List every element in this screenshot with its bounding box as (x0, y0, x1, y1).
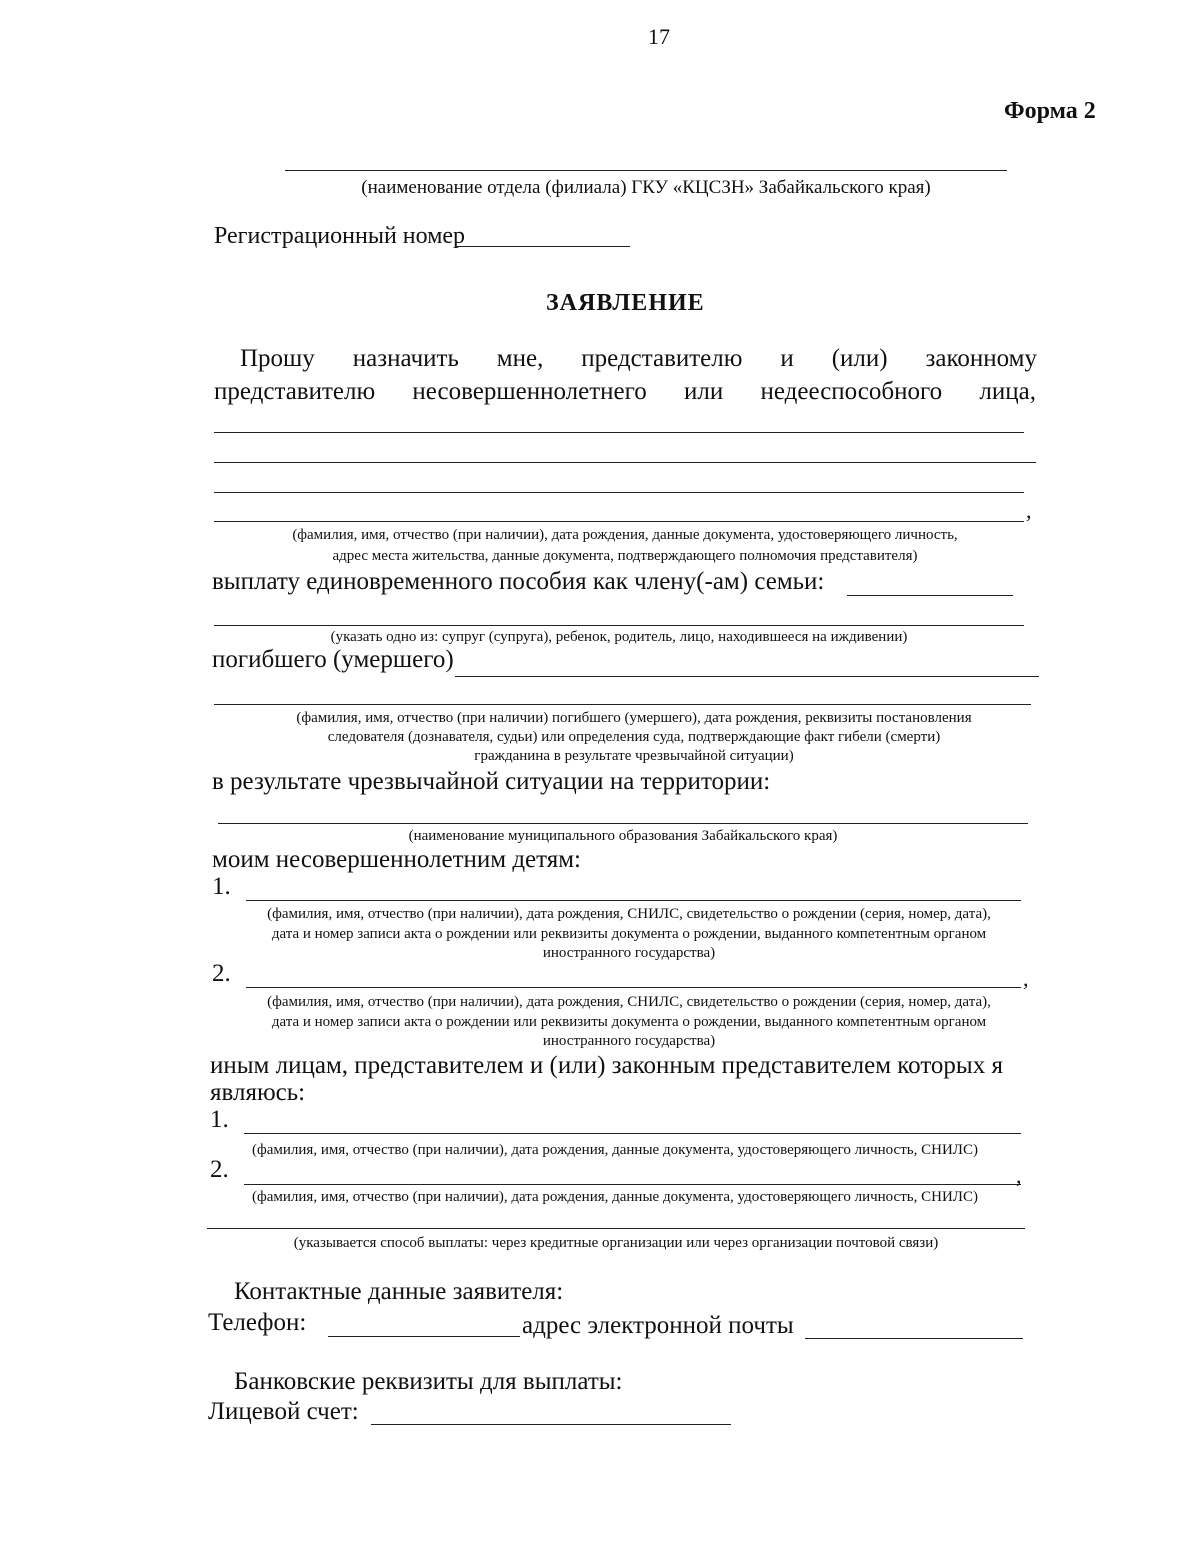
other-1-caption: (фамилия, имя, отчество (при наличии), дата рождения, данные документа, удостоверяющего личность, СНИЛС) (252, 1142, 978, 1158)
others-label-2: являюсь: (210, 1079, 306, 1106)
word: или (684, 378, 724, 405)
email-label: адрес электронной почты (522, 1312, 794, 1339)
word: законному (925, 345, 1037, 372)
request-line-1 (240, 345, 1037, 373)
form-label: Форма 2 (1004, 98, 1096, 124)
deceased-field[interactable] (214, 704, 1031, 705)
applicant-caption-1: (фамилия, имя, отчество (при наличии), дата рождения, данные документа, удостоверяющего личность, (292, 527, 958, 543)
word: несовершеннолетнего (412, 378, 647, 405)
other-2-caption: (фамилия, имя, отчество (при наличии), дата рождения, данные документа, удостоверяющего личность, СНИЛС) (252, 1189, 978, 1205)
account-label: Лицевой счет: (208, 1398, 359, 1425)
applicant-field-1[interactable] (214, 432, 1024, 433)
deceased-field-inline[interactable] (455, 676, 1039, 677)
child-1-number: 1. (212, 873, 231, 900)
child-1-caption-2: дата и номер записи акта о рождении или реквизиты документа о рождении, выданного компетентным органом (271, 926, 987, 942)
word: лица, (979, 378, 1036, 405)
comma: , (1016, 1163, 1022, 1188)
relation-field[interactable] (214, 625, 1024, 626)
other-1-field[interactable] (244, 1133, 1021, 1134)
payment-label: выплату единовременного пособия как члену(-ам) семьи: (212, 568, 825, 595)
request-line-2 (214, 378, 1036, 406)
applicant-caption-2: адрес места жительства, данные документа, подтверждающего полномочия представителя) (332, 548, 918, 564)
children-label: моим несовершеннолетним детям: (212, 846, 581, 873)
page-number: 17 (648, 24, 670, 49)
word: Прошу (240, 345, 315, 372)
other-2-field[interactable] (244, 1184, 1021, 1185)
payment-method-field[interactable] (207, 1228, 1025, 1229)
word: мне, (496, 345, 544, 372)
word: недееспособного (760, 378, 943, 405)
contacts-label: Контактные данные заявителя: (234, 1278, 564, 1305)
deceased-label: погибшего (умершего) (212, 646, 454, 673)
reg-label: Регистрационный номер (214, 223, 466, 249)
comma: , (1026, 498, 1032, 523)
deceased-caption-2: следователя (дознавателя, судьи) или определения суда, подтверждающие факт гибели (смерти) (327, 729, 941, 745)
child-1-caption-1: (фамилия, имя, отчество (при наличии), дата рождения, СНИЛС, свидетельство о рождении (серия, номер, дата), (267, 906, 991, 922)
department-field[interactable] (285, 170, 1007, 171)
department-caption: (наименование отдела (филиала) ГКУ «КЦСЗН» Забайкальского края) (361, 177, 931, 198)
reg-number-field[interactable] (455, 246, 630, 247)
child-1-field[interactable] (246, 900, 1021, 901)
word: и (780, 345, 794, 372)
child-2-caption-1: (фамилия, имя, отчество (при наличии), дата рождения, СНИЛС, свидетельство о рождении (серия, номер, дата), (267, 994, 991, 1010)
child-2-field[interactable] (246, 987, 1021, 988)
word: представителю (214, 378, 376, 405)
applicant-field-2[interactable] (214, 462, 1036, 463)
word: назначить (352, 345, 459, 372)
deceased-caption-1: (фамилия, имя, отчество (при наличии) погибшего (умершего), дата рождения, реквизиты постановления (296, 710, 972, 726)
comma: , (1023, 966, 1029, 991)
phone-field[interactable] (328, 1336, 520, 1337)
bank-label: Банковские реквизиты для выплаты: (234, 1368, 623, 1395)
child-2-number: 2. (212, 960, 231, 987)
applicant-field-3[interactable] (214, 492, 1024, 493)
word: представителю (581, 345, 743, 372)
other-2-number: 2. (210, 1156, 229, 1183)
deceased-caption-3: гражданина в результате чрезвычайной ситуации) (474, 748, 794, 764)
emergency-label: в результате чрезвычайной ситуации на территории: (212, 768, 771, 795)
page-title: ЗАЯВЛЕНИЕ (546, 290, 705, 316)
relation-field-inline[interactable] (847, 595, 1013, 596)
word: (или) (831, 345, 888, 372)
relation-caption: (указать одно из: супруг (супруга), ребенок, родитель, лицо, находившееся на иждивении) (330, 629, 908, 645)
child-2-caption-3: иностранного государства) (542, 1033, 716, 1049)
other-1-number: 1. (210, 1106, 229, 1133)
payment-method-caption: (указывается способ выплаты: через кредитные организации или через организации почтовой связи) (293, 1235, 939, 1251)
phone-label: Телефон: (208, 1309, 307, 1336)
child-1-caption-3: иностранного государства) (542, 945, 716, 961)
municipality-field[interactable] (218, 823, 1028, 824)
others-label-1: иным лицам, представителем и (или) законным представителем которых я (210, 1052, 1003, 1079)
applicant-field-4[interactable] (214, 521, 1024, 522)
municipality-caption: (наименование муниципального образования Забайкальского края) (408, 828, 838, 844)
email-field[interactable] (805, 1338, 1023, 1339)
account-field[interactable] (371, 1424, 731, 1425)
child-2-caption-2: дата и номер записи акта о рождении или реквизиты документа о рождении, выданного компетентным органом (271, 1014, 987, 1030)
